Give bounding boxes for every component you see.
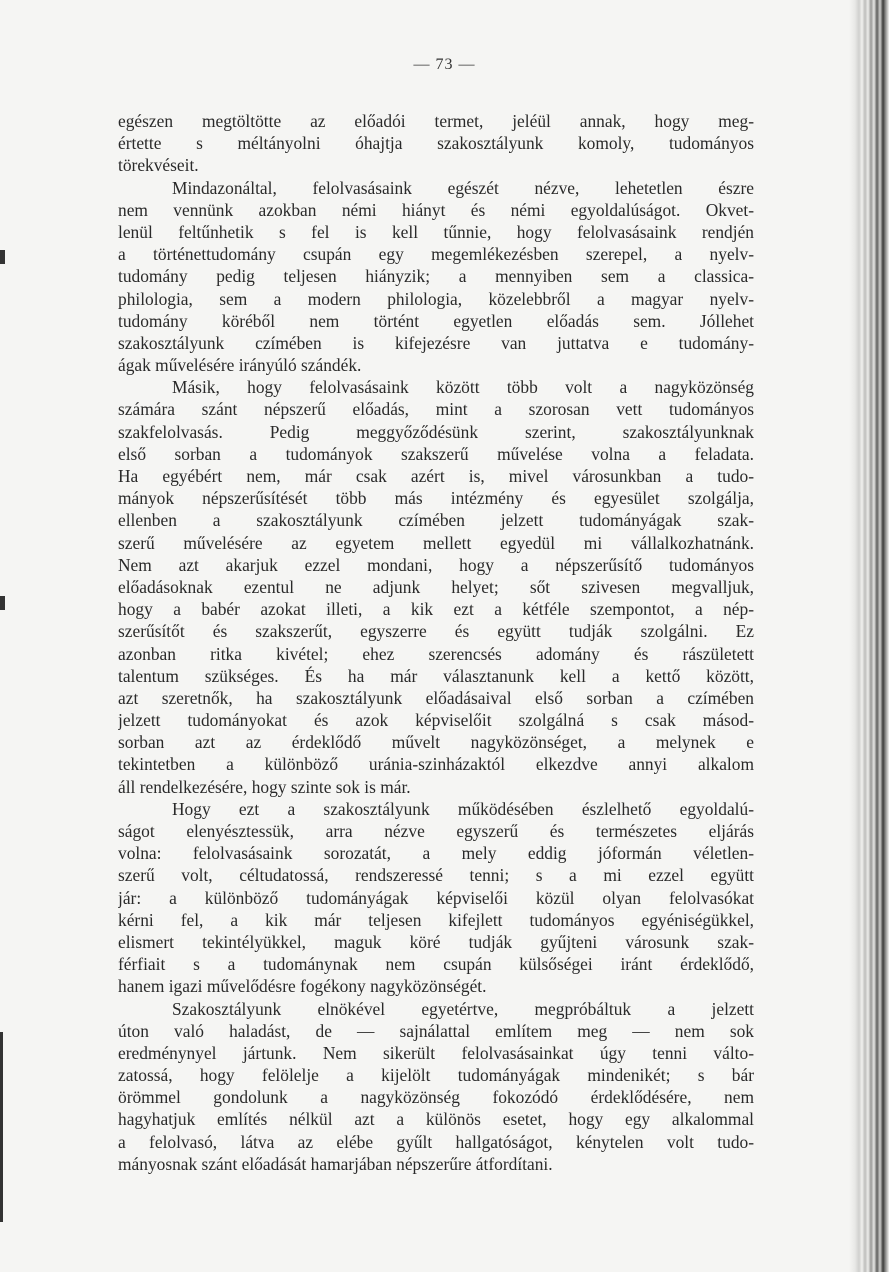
text-line: Másik, hogy felolvasásaink között több volt a nagyközönség xyxy=(172,377,754,398)
text-line: egészen megtöltötte az előadói termet, jeléül annak, hogy meg- xyxy=(118,111,754,131)
text-line: lenül feltűnhetik s fel is kell tűnnie, hogy felolvasásaink rendjén xyxy=(118,221,754,242)
text-line: mányosnak szánt előadását hamarjában népszerűre átfordítani. xyxy=(118,1153,553,1174)
text-line: azonban ritka kivétel; ehez szerencsés adomány és rászületett xyxy=(118,643,754,664)
text-line: örömmel gondolunk a nagyközönség fokozódó érdeklődésére, nem xyxy=(118,1087,754,1108)
text-line: úton való haladást, de — sajnálattal említem meg — nem sok xyxy=(118,1020,754,1041)
text-line: hagyhatjuk említés nélkül azt a különös esetet, hogy egy alkalommal xyxy=(118,1109,754,1130)
text-line: a történettudomány csupán egy megemlékezésben szerepel, a nyelv- xyxy=(118,244,754,265)
text-line: első sorban a tudományok szakszerű művelése volna a feladata. xyxy=(118,443,754,464)
text-line: szakosztályunk czímében is kifejezésre van juttatva e tudomány- xyxy=(118,332,754,353)
text-line: eredménynyel jártunk. Nem sikerült felolvasásainkat úgy tenni válto- xyxy=(118,1042,754,1063)
text-line: mányok népszerűsítését több más intézmény és egyesület szolgálja, xyxy=(118,488,754,509)
text-line: Szakosztályunk elnökével egyetértve, megpróbáltuk a jelzett xyxy=(172,998,754,1019)
text-line: ságot elenyésztessük, arra nézve egyszerű és természetes eljárás xyxy=(118,821,754,841)
text-line: tudomány pedig teljesen hiányzik; a mennyiben sem a classica- xyxy=(118,266,754,287)
text-line: hogy a babér azokat illeti, a kik ezt a kétféle szempontot, a nép- xyxy=(118,599,754,620)
text-line: számára szánt népszerű előadás, mint a szorosan vett tudományos xyxy=(118,399,754,420)
text-line: tudomány köréből nem történt egyetlen előadás sem. Jóllehet xyxy=(118,310,754,331)
text-line: philologia, sem a modern philologia, közelebbről a magyar nyelv- xyxy=(118,288,754,309)
text-line: sorban azt az érdeklődő művelt nagyközönséget, a melynek e xyxy=(118,732,754,753)
text-line: ágak művelésére irányúló szándék. xyxy=(118,355,362,376)
text-line: a felolvasó, látva az elébe gyűlt hallgatóságot, kénytelen volt tudo- xyxy=(118,1131,754,1152)
text-line: Ha egyébért nem, már csak azért is, mivel városunkban a tudo- xyxy=(118,466,754,486)
text-line: törekvéseit. xyxy=(118,155,199,176)
book-binding-edge xyxy=(849,0,889,1272)
text-line: előadásoknak ezentul ne adjunk helyet; sőt szivesen megvalljuk, xyxy=(118,576,754,597)
text-line: elismert tekintélyükkel, maguk köré tudják gyűjteni városunk szak- xyxy=(118,931,754,952)
text-line: ellenben a szakosztályunk czímében jelzett tudományágak szak- xyxy=(118,510,754,531)
text-line: jelzett tudományokat és azok képviselőit szolgálná s csak másod- xyxy=(118,710,754,731)
text-line: tekintetben a különböző uránia-szinházaktól elkezdve annyi alkalom xyxy=(118,754,754,775)
text-line: Nem azt akarjuk ezzel mondani, hogy a népszerűsítő tudományos xyxy=(118,554,754,575)
text-line: szerű művelésére az egyetem mellett egyedül mi vállalkozhatnánk. xyxy=(118,532,754,553)
text-line: jár: a különböző tudományágak képviselői közül olyan felolvasókat xyxy=(118,887,754,908)
scan-edge-mark xyxy=(0,1032,3,1222)
text-line: férfiait s a tudománynak nem csupán külsőségei iránt érdeklődő, xyxy=(118,954,754,975)
page-number: — 73 — xyxy=(413,56,476,73)
scan-edge-mark xyxy=(0,250,5,264)
text-line: zatossá, hogy felölelje a kijelölt tudományágak mindenikét; s bár xyxy=(118,1065,754,1086)
text-line: szakfelolvasás. Pedig meggyőződésünk szerint, szakosztályunknak xyxy=(118,421,754,442)
text-line: Hogy ezt a szakosztályunk működésében észlelhető egyoldalú- xyxy=(172,798,754,819)
text-line: talentum szükséges. És ha már választanunk kell a kettő között, xyxy=(118,665,754,686)
body-text xyxy=(118,110,754,1175)
text-line: nem vennünk azokban némi hiányt és némi egyoldalúságot. Okvet- xyxy=(118,199,754,220)
text-line: azt szeretnők, ha szakosztályunk előadásaival első sorban a czímében xyxy=(118,687,754,708)
text-line: volna: felolvasásaink sorozatát, a mely eddig jóformán véletlen- xyxy=(118,843,754,864)
text-line: Mindazonáltal, felolvasásaink egészét nézve, lehetetlen észre xyxy=(172,177,754,198)
text-line: értette s méltányolni óhajtja szakosztályunk komoly, tudományos xyxy=(118,133,754,154)
text-line: kérni fel, a kik már teljesen kifejlett tudományos egyéniségükkel, xyxy=(118,909,754,930)
text-line: hanem igazi művelődésre fogékony nagyközönségét. xyxy=(118,976,487,997)
text-line: áll rendelkezésére, hogy szinte sok is már. xyxy=(118,776,411,797)
scan-edge-mark xyxy=(0,596,5,610)
text-line: szerűsítőt és szakszerűt, egyszerre és együtt tudják szolgálni. Ez xyxy=(118,621,754,642)
text-line: szerű volt, céltudatossá, rendszeressé tenni; s a mi ezzel együtt xyxy=(118,865,754,886)
